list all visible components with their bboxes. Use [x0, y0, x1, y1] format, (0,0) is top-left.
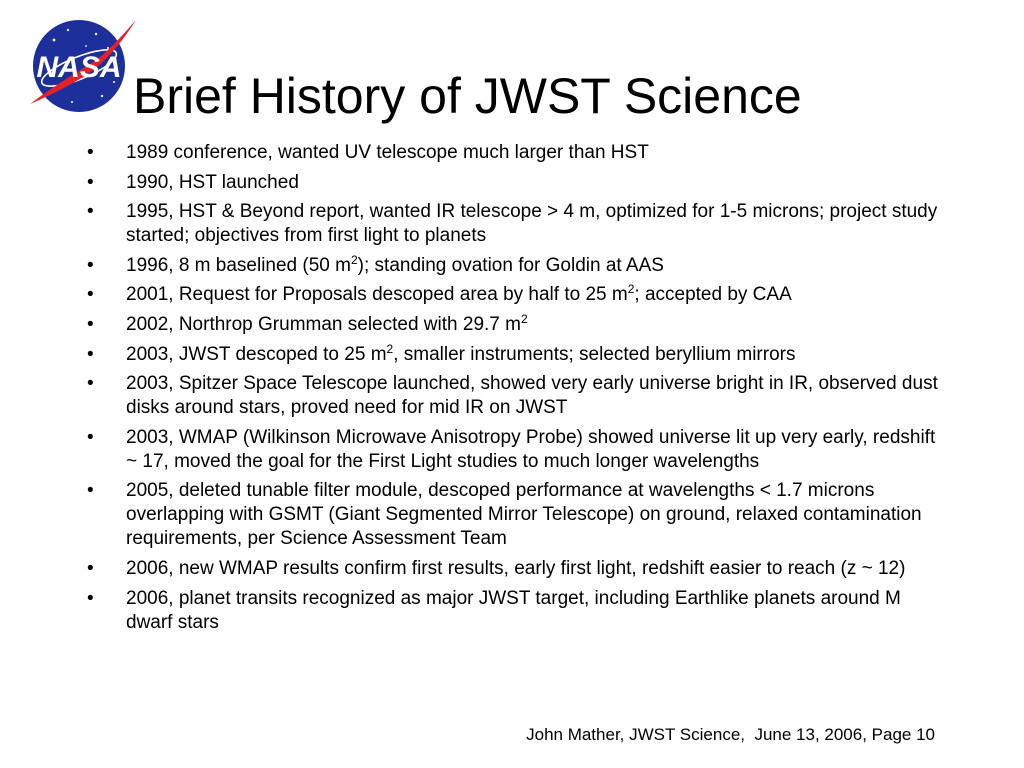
bullet-text: 2003, Spitzer Space Telescope launched, showed very early universe bright in IR, observed dust disks around stars, proved need for mid IR on JWST [126, 373, 938, 419]
superscript: 2 [386, 341, 394, 356]
bullet-text: 2005, deleted tunable filter module, descoped performance at wavelengths < 1.7 microns overlapping with GSMT (Giant Segmented Mirror Telescope) on ground, relaxed contamination requirements, per Science Assessment Team [126, 480, 922, 550]
bullet-item [87, 372, 947, 420]
bullet-item [87, 426, 947, 474]
bullet-text: 1989 conference, wanted UV telescope much larger than HST [126, 142, 649, 163]
slide-title: Brief History of JWST Science [133, 68, 802, 124]
bullet-text: ); standing ovation for Goldin at AAS [357, 254, 664, 276]
nasa-logo-icon [24, 16, 140, 114]
bullet-text: 1995, HST & Beyond report, wanted IR telescope > 4 m, optimized for 1-5 microns; project study started; objectives from first light to planets [126, 201, 938, 247]
logo-wordmark: NASA [36, 51, 122, 84]
bullet-text: 2002, Northrop Grumman selected with 29.7 m [126, 313, 521, 335]
bullet-item [87, 283, 947, 307]
bullet-text: 2003, WMAP (Wilkinson Microwave Anisotropy Probe) showed universe lit up very early, redshift ~ 17, moved the goal for the First Light studies to much longer wavelengths [126, 426, 936, 472]
bullet-text: 1996, 8 m baselined (50 m [126, 254, 351, 276]
bullet-item [87, 557, 947, 581]
bullet-item [87, 587, 947, 635]
bullet-text: 2006, planet transits recognized as major JWST target, including Earthlike planets around M dwarf stars [126, 587, 901, 633]
history-bullet-list [87, 141, 947, 640]
bullet-item [87, 200, 947, 248]
bullet-text: 2006, new WMAP results confirm first results, early first light, redshift easier to reach (z ~ 12) [126, 557, 906, 579]
bullet-text: 2001, Request for Proposals descoped area by half to 25 m [126, 284, 628, 306]
bullet-item [87, 254, 947, 278]
bullet-item [87, 313, 947, 337]
bullet-item [87, 479, 947, 551]
bullet-item [87, 141, 947, 165]
superscript: 2 [350, 252, 358, 267]
bullet-text: 2003, JWST descoped to 25 m [126, 343, 387, 365]
superscript: 2 [520, 311, 528, 326]
bullet-text: , smaller instruments; selected beryllium mirrors [393, 343, 796, 365]
bullet-text: 1990, HST launched [126, 171, 299, 193]
bullet-item [87, 171, 947, 195]
bullet-item [87, 343, 947, 367]
slide-footer: John Mather, JWST Science, June 13, 2006, Page 10 [526, 725, 935, 744]
bullet-text: ; accepted by CAA [634, 284, 792, 306]
superscript: 2 [627, 282, 635, 297]
